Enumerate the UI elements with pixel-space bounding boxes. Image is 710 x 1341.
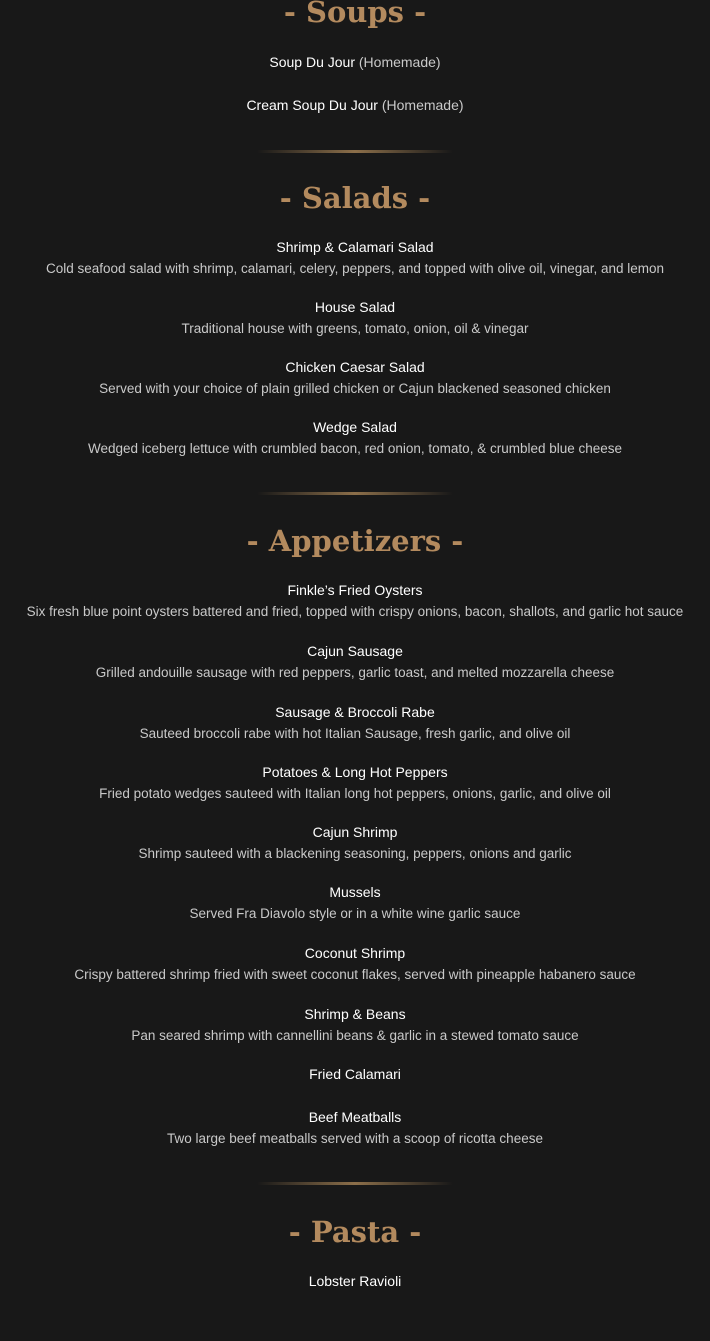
soups-section [0, 0, 710, 115]
menu-item [0, 358, 710, 398]
item-description: Six fresh blue point oysters battered and fried, topped with crispy onions, bacon, shallots, and garlic hot sauce [26, 604, 684, 619]
section-heading-pasta: - Pasta - [288, 1215, 422, 1249]
item-name: Sausage & Broccoli Rabe [275, 704, 435, 720]
item-description: Served Fra Diavolo style or in a white wine garlic sauce [189, 906, 521, 921]
menu-item [0, 96, 710, 115]
item-name: House Salad [314, 299, 396, 315]
menu-item [0, 238, 710, 278]
item-name: Coconut Shrimp [304, 945, 406, 961]
appetizers-section [0, 523, 710, 1148]
item-description: Grilled andouille sausage with red peppers, garlic toast, and melted mozzarella cheese [95, 665, 615, 680]
item-description: Fried potato wedges sauteed with Italian long hot peppers, onions, garlic, and olive oil [99, 786, 611, 801]
item-description: Cold seafood salad with shrimp, calamari, celery, peppers, and topped with olive oil, vinegar, and lemon [45, 261, 665, 276]
item-description: Traditional house with greens, tomato, onion, oil & vinegar [181, 321, 529, 336]
menu-item [0, 703, 710, 743]
salads-section [0, 180, 710, 458]
item-name: Cream Soup Du Jour [246, 97, 378, 113]
item-name: Finkle’s Fried Oysters [287, 582, 423, 598]
item-name: Cajun Sausage [307, 643, 403, 659]
section-divider [257, 150, 453, 153]
item-description: Two large beef meatballs served with a scoop of ricotta cheese [167, 1131, 543, 1146]
menu-item [0, 944, 710, 984]
menu-item [0, 298, 710, 338]
section-divider [257, 1182, 453, 1185]
menu-item [0, 1272, 710, 1290]
menu-item [0, 1005, 710, 1045]
item-description: Sauteed broccoli rabe with hot Italian Sausage, fresh garlic, and olive oil [139, 726, 571, 741]
item-name: Shrimp & Beans [304, 1006, 406, 1022]
item-name: Chicken Caesar Salad [285, 359, 425, 375]
menu-item [0, 883, 710, 923]
menu-item [0, 763, 710, 803]
item-description: Wedged iceberg lettuce with crumbled bacon, red onion, tomato, & crumbled blue cheese [87, 441, 623, 456]
item-description: Pan seared shrimp with cannellini beans & garlic in a stewed tomato sauce [131, 1028, 579, 1043]
section-heading-salads: - Salads - [279, 181, 431, 215]
pasta-section [0, 1214, 710, 1290]
menu-item [0, 418, 710, 458]
section-heading-appetizers: - Appetizers - [246, 524, 464, 558]
menu-item [0, 581, 710, 621]
section-divider [257, 492, 453, 495]
item-name: Potatoes & Long Hot Peppers [262, 764, 448, 780]
section-heading-soups: - Soups - [283, 0, 427, 29]
menu-item [0, 642, 710, 682]
item-description: Crispy battered shrimp fried with sweet coconut flakes, served with pineapple habanero sauce [74, 967, 636, 982]
item-name: Beef Meatballs [308, 1109, 402, 1125]
item-name: Lobster Ravioli [308, 1273, 402, 1289]
menu-item [0, 823, 710, 863]
item-name: Soup Du Jour [269, 54, 355, 70]
item-name: Wedge Salad [313, 419, 397, 435]
menu-item [0, 1065, 710, 1083]
menu-item [0, 1108, 710, 1148]
item-name: Mussels [329, 884, 381, 900]
item-name: Cajun Shrimp [312, 824, 398, 840]
item-name: Fried Calamari [309, 1066, 401, 1082]
item-name: Shrimp & Calamari Salad [276, 239, 434, 255]
menu-item [0, 53, 710, 72]
item-note: (Homemade) [358, 54, 441, 70]
item-description: Served with your choice of plain grilled chicken or Cajun blackened seasoned chicken [99, 381, 611, 396]
item-note: (Homemade) [381, 97, 464, 113]
item-description: Shrimp sauteed with a blackening seasoning, peppers, onions and garlic [138, 846, 572, 861]
